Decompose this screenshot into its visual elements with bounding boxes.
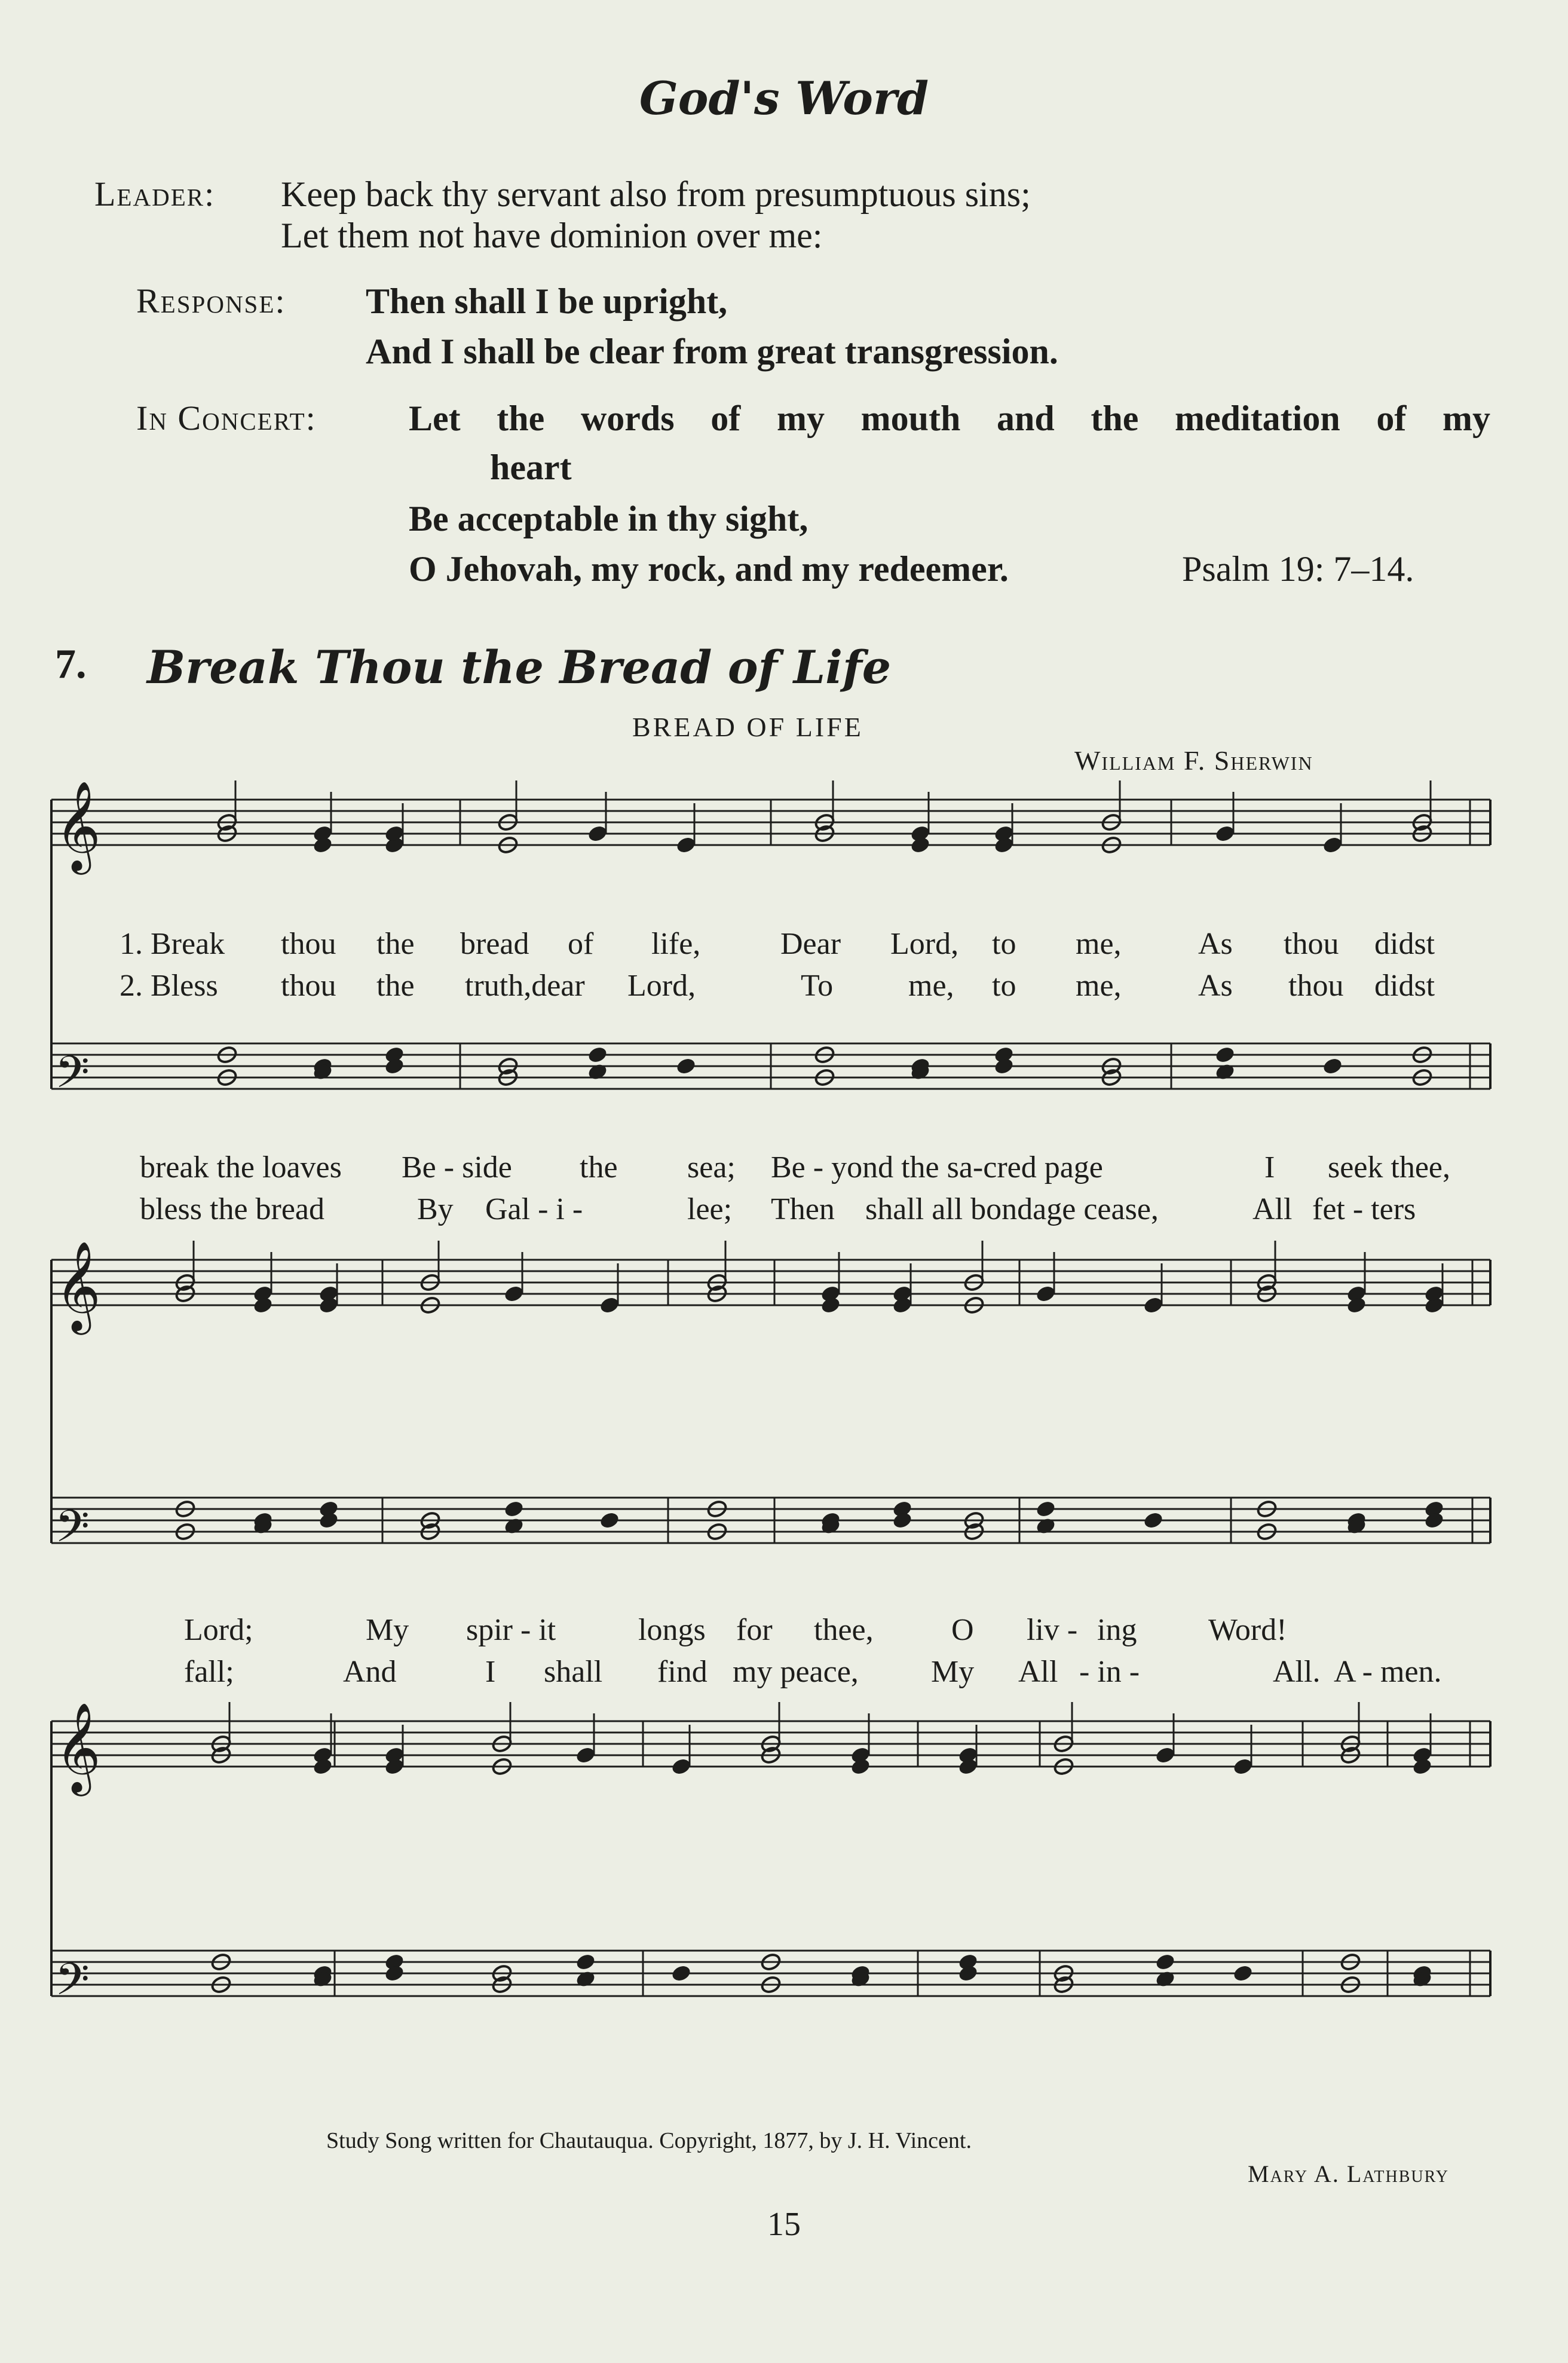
lyric-system2-verse1-word: sea; (687, 1150, 736, 1184)
lyric-system3-verse1-word: longs (638, 1613, 706, 1647)
lyric-system1-verse1-word: to (992, 927, 1016, 961)
lyric-system3-verse1-word: liv - (1027, 1613, 1078, 1647)
lyric-system1-verse1-word: Dear (780, 927, 841, 961)
lyric-system1-verse1-word: the (376, 927, 415, 961)
svg-text:𝄞: 𝄞 (55, 1701, 101, 1792)
lyric-system3-verse2-word: find (657, 1655, 708, 1689)
hymn-title: Break Thou the Bread of Life (147, 641, 892, 694)
lyric-system1-verse1-word: bread (460, 927, 529, 961)
lyric-system3-verse2-word: fall; (184, 1655, 234, 1689)
lyric-system1-verse2-word: thou (1288, 969, 1344, 1003)
page-number: 15 (767, 2206, 801, 2243)
concert-line-4: O Jehovah, my rock, and my redeemer. (409, 549, 1009, 589)
lyric-system2-verse1-word: Be - yond the sa-cred page (771, 1150, 1103, 1184)
lyric-system3-verse2-word: All. (1273, 1655, 1321, 1689)
lyric-system1-verse2-word: thou (281, 969, 336, 1003)
lyric-system2-verse1-word: I (1264, 1150, 1275, 1184)
lyric-system1-verse1-word: 1. Break (120, 927, 225, 961)
lyric-system2-verse2-word: Gal - i - (485, 1192, 583, 1226)
svg-text:𝄢: 𝄢 (55, 1501, 90, 1563)
lyric-system2-verse2-word: fet - ters (1312, 1192, 1416, 1226)
lyric-system3-verse2-word: All (1018, 1655, 1058, 1689)
lyric-system3-verse2-word: my peace, (733, 1655, 859, 1689)
lyric-system3-verse1-word: ing (1097, 1613, 1137, 1647)
lyric-system3-verse2-word: shall (544, 1655, 603, 1689)
lyric-system1-verse1-word: thou (1284, 927, 1339, 961)
svg-text:𝄢: 𝄢 (55, 1046, 90, 1109)
lyric-system3-verse1-word: spir - it (466, 1613, 556, 1647)
lyric-system3-verse1-word: My (366, 1613, 409, 1647)
lyric-system1-verse2-word: to (992, 969, 1016, 1003)
lyric-system1-verse2-word: me, (908, 969, 954, 1003)
concert-role: In Concert: (136, 399, 317, 437)
lyric-system3-verse1-word: Word! (1208, 1613, 1287, 1647)
svg-text:𝄞: 𝄞 (55, 780, 101, 871)
lyric-system2-verse2-word: shall all bondage cease, (865, 1192, 1159, 1226)
lyric-system2-verse1-word: seek thee, (1328, 1150, 1451, 1184)
lyric-system2-verse1-word: break the loaves (140, 1150, 342, 1184)
concert-line-3: Be acceptable in thy sight, (409, 499, 808, 538)
lyric-system1-verse2-word: To (801, 969, 834, 1003)
reading-citation: Psalm 19: 7–14. (1182, 549, 1414, 589)
lyric-system3-verse2-word: A - men. (1334, 1655, 1442, 1689)
lyric-system2-verse2-word: By (417, 1192, 454, 1226)
lyric-system2-verse1-word: the (580, 1150, 618, 1184)
lyric-system1-verse1-word: thou (281, 927, 336, 961)
response-line-1: Then shall I be upright, (366, 281, 728, 321)
concert-line-2: heart (490, 448, 572, 487)
leader-role: Leader: (94, 175, 216, 213)
lyric-system1-verse2-word: didst (1374, 969, 1435, 1003)
lyric-system2-verse2-word: All (1252, 1192, 1293, 1226)
section-title: God's Word (639, 72, 929, 125)
lyric-system3-verse1-word: thee, (814, 1613, 874, 1647)
lyric-system1-verse2-word: me, (1076, 969, 1122, 1003)
lyric-system3-verse1-word: Lord; (184, 1613, 253, 1647)
response-line-2: And I shall be clear from great transgression. (366, 332, 1058, 371)
lyric-system2-verse2-word: lee; (687, 1192, 733, 1226)
lyric-system1-verse2-word: the (376, 969, 415, 1003)
lyric-system2-verse2-word: Then (771, 1192, 835, 1226)
hymn-number: 7. (55, 641, 87, 687)
lyric-system3-verse1-word: for (736, 1613, 773, 1647)
tune-name: BREAD OF LIFE (632, 712, 863, 742)
lyric-system1-verse1-word: life, (651, 927, 701, 961)
lyric-system1-verse2-word: Lord, (627, 969, 696, 1003)
svg-text:𝄞: 𝄞 (55, 1240, 101, 1331)
composer: William F. Sherwin (1074, 745, 1313, 776)
lyric-system1-verse1-word: As (1198, 927, 1233, 961)
copyright-note: Study Song written for Chautauqua. Copyright, 1877, by J. H. Vincent. (326, 2128, 972, 2153)
lyric-system2-verse1-word: Be - side (402, 1150, 512, 1184)
lyric-system1-verse2-word: truth,dear (465, 969, 585, 1003)
lyric-system1-verse2-word: 2. Bless (120, 969, 218, 1003)
response-role: Response: (136, 281, 286, 320)
svg-text:𝄢: 𝄢 (55, 1954, 90, 2016)
leader-line-2: Let them not have dominion over me: (281, 216, 823, 255)
leader-line-1: Keep back thy servant also from presumptuous sins; (281, 175, 1031, 214)
lyric-system1-verse1-word: me, (1076, 927, 1122, 961)
lyric-system3-verse2-word: My (931, 1655, 975, 1689)
lyric-system1-verse2-word: As (1198, 969, 1233, 1003)
concert-line-1: Let the words of my mouth and the meditation of my (409, 399, 1490, 438)
lyric-system3-verse1-word: O (951, 1613, 974, 1647)
author-credit: Mary A. Lathbury (1248, 2160, 1449, 2187)
lyric-system2-verse2-word: bless the bread (140, 1192, 325, 1226)
lyric-system3-verse2-word: I (485, 1655, 496, 1689)
lyric-system3-verse2-word: And (343, 1655, 397, 1689)
lyric-system1-verse1-word: didst (1374, 927, 1435, 961)
lyric-system1-verse1-word: of (568, 927, 594, 961)
lyric-system1-verse1-word: Lord, (890, 927, 959, 961)
lyric-system3-verse2-word: - in - (1079, 1655, 1140, 1689)
